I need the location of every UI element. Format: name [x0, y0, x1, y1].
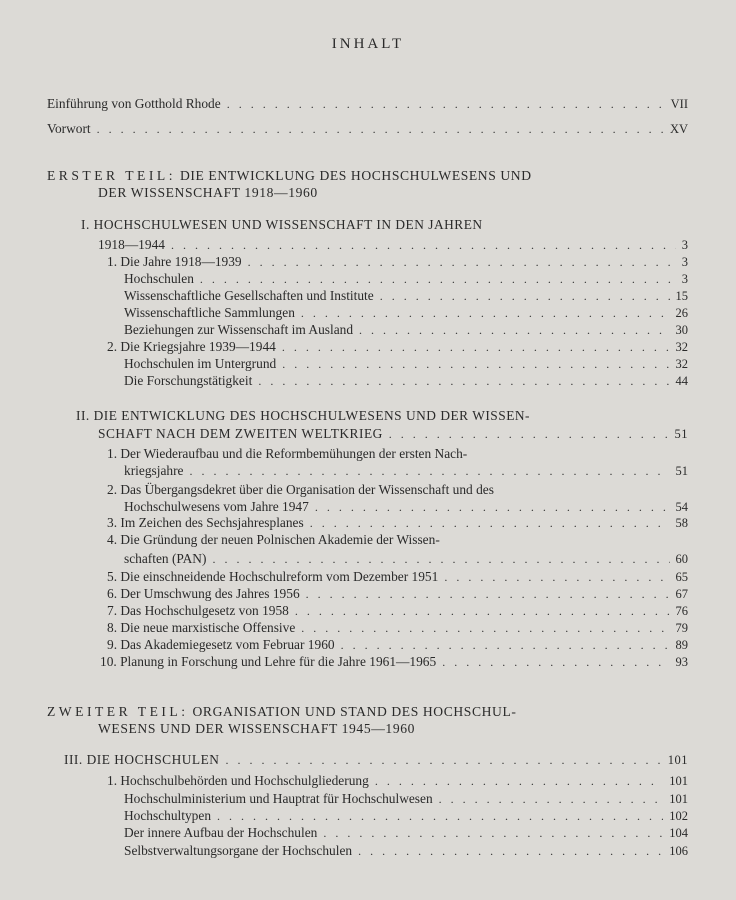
toc-entry — [107, 569, 688, 585]
entry-title: Einführung von Gotthold Rhode — [47, 96, 221, 111]
toc-entry-line2 — [124, 463, 688, 479]
toc-entry — [124, 305, 688, 321]
entry-page: 93 — [675, 655, 688, 669]
part-two-heading — [47, 703, 516, 720]
chapter-title-line1: HOCHSCHULWESEN UND WISSENSCHAFT IN DEN JAHREN — [93, 217, 483, 232]
entry-title: Wissenschaftliche Sammlungen — [124, 305, 295, 320]
entry-title: 1. Hochschulbehörden und Hochschulgliederung — [107, 773, 369, 788]
entry-page: 3 — [681, 272, 688, 286]
entry-title: Vorwort — [47, 121, 91, 136]
toc-entry — [107, 773, 688, 789]
entry-page: 106 — [669, 844, 688, 858]
entry-title: schaften (PAN) — [124, 551, 207, 566]
leader-dots — [190, 463, 670, 479]
toc-entry — [124, 808, 688, 824]
entry-page: 102 — [669, 809, 688, 823]
entry-title: 5. Die einschneidende Hochschulreform vom Dezember 1951 — [107, 569, 439, 584]
entry-page: 104 — [669, 826, 688, 840]
chapter-title-line1: DIE ENTWICKLUNG DES HOCHSCHULWESENS UND DER WISSEN- — [93, 408, 531, 423]
leader-dots — [282, 339, 670, 355]
entry-title: Der innere Aufbau der Hochschulen — [124, 825, 318, 840]
toc-entry — [107, 637, 688, 653]
toc-entry-line1: 2. Das Übergangsdekret über die Organisation der Wissenschaft und des — [107, 482, 494, 497]
part-one-heading — [47, 167, 532, 184]
chapter-title-line2: SCHAFT NACH DEM ZWEITEN WELTKRIEG — [98, 426, 383, 441]
entry-page: 3 — [681, 238, 688, 252]
entry-page: 79 — [675, 621, 688, 635]
toc-entry — [124, 825, 688, 841]
page-heading: INHALT — [331, 36, 405, 52]
entry-page: XV — [669, 122, 688, 136]
chapter-two-heading — [76, 408, 530, 424]
entry-page: 67 — [675, 587, 688, 601]
leader-dots — [295, 603, 670, 619]
chapter-number: I. — [81, 217, 90, 232]
toc-entry-line2 — [124, 499, 688, 515]
leader-dots — [359, 322, 669, 338]
chapter-number: III. — [64, 752, 83, 767]
chapter-title — [64, 752, 219, 768]
toc-entry-line1: 4. Die Gründung der neuen Polnischen Akademie der Wissen- — [107, 532, 440, 547]
part-one-heading-line2: DER WISSENSCHAFT 1918—1960 — [98, 185, 318, 200]
entry-title: 7. Das Hochschulgesetz von 1958 — [107, 603, 289, 618]
chapter-one-heading-line2 — [98, 237, 688, 253]
entry-title: 3. Im Zeichen des Sechsjahresplanes — [107, 515, 304, 530]
entry-page: 60 — [675, 552, 688, 566]
entry-page: 30 — [675, 323, 688, 337]
entry-title: Hochschultypen — [124, 808, 212, 823]
leader-dots — [212, 551, 669, 567]
part-label: ERSTER TEIL: — [47, 168, 176, 183]
entry-title: Wissenschaftliche Gesellschaften und Institute — [124, 288, 374, 303]
entry-title: 9. Das Akademiegesetz vom Februar 1960 — [107, 637, 335, 652]
entry-page: 58 — [675, 516, 688, 530]
chapter-one-heading — [81, 217, 483, 233]
toc-entry — [124, 373, 688, 389]
leader-dots — [315, 499, 670, 515]
entry-title: 6. Der Umschwung des Jahres 1956 — [107, 586, 300, 601]
toc-entry — [107, 515, 688, 531]
toc-entry — [100, 654, 688, 670]
part-title-line1: ORGANISATION UND STAND DES HOCHSCHUL- — [192, 704, 517, 719]
entry-title: Selbstverwaltungsorgane der Hochschulen — [124, 843, 353, 858]
leader-dots — [442, 654, 669, 670]
toc-entry — [107, 603, 688, 619]
entry-title: 2. Die Kriegsjahre 1939—1944 — [107, 339, 276, 354]
entry-title: kriegsjahre — [124, 463, 184, 478]
entry-page: VII — [670, 97, 688, 111]
part-two-heading-line2: WESENS UND DER WISSENSCHAFT 1945—1960 — [98, 721, 416, 736]
leader-dots — [358, 843, 663, 859]
leader-dots — [258, 373, 669, 389]
toc-entry — [124, 791, 688, 807]
entry-page: 32 — [675, 357, 688, 371]
toc-entry — [107, 339, 688, 355]
toc-entry — [107, 620, 688, 636]
leader-dots — [375, 773, 663, 789]
leader-dots — [217, 808, 663, 824]
chapter-three-heading — [64, 752, 688, 768]
entry-page: 51 — [675, 464, 688, 478]
entry-title: Hochschulen — [124, 271, 194, 286]
entry-page: 51 — [674, 427, 688, 441]
entry-page: 76 — [675, 604, 688, 618]
leader-dots — [227, 96, 665, 112]
leader-dots — [97, 121, 664, 137]
leader-dots — [200, 271, 676, 287]
chapter-title-line2: 1918—1944 — [98, 237, 165, 252]
leader-dots — [301, 305, 670, 321]
entry-page: 101 — [667, 753, 688, 767]
leader-dots — [282, 356, 669, 372]
leader-dots — [171, 237, 676, 253]
toc-entry-line1: 1. Der Wiederaufbau und die Reformbemühungen der ersten Nach- — [107, 446, 468, 461]
leader-dots — [248, 254, 676, 270]
entry-page: 32 — [675, 340, 688, 354]
leader-dots — [439, 791, 664, 807]
leader-dots — [306, 586, 670, 602]
entry-page: 89 — [675, 638, 688, 652]
leader-dots — [301, 620, 669, 636]
part-label: ZWEITER TEIL: — [47, 704, 189, 719]
entry-page: 101 — [669, 774, 688, 788]
toc-entry-line2 — [124, 551, 688, 567]
entry-title: Hochschulministerium und Hauptrat für Hochschulwesen — [124, 791, 433, 806]
leader-dots — [225, 752, 661, 768]
toc-entry — [124, 288, 688, 304]
entry-title: Hochschulwesens vom Jahre 1947 — [124, 499, 309, 514]
toc-entry — [124, 356, 688, 372]
toc-entry — [124, 322, 688, 338]
leader-dots — [444, 569, 669, 585]
toc-entry — [107, 254, 688, 270]
toc-entry — [124, 843, 688, 859]
entry-title: 10. Planung in Forschung und Lehre für die Jahre 1961—1965 — [100, 654, 437, 669]
leader-dots — [380, 288, 670, 304]
entry-page: 3 — [681, 255, 688, 269]
entry-page: 26 — [675, 306, 688, 320]
entry-page: 65 — [675, 570, 688, 584]
toc-entry — [124, 271, 688, 287]
leader-dots — [341, 637, 670, 653]
entry-title: 8. Die neue marxistische Offensive — [107, 620, 296, 635]
leader-dots — [389, 426, 669, 442]
toc-entry — [107, 586, 688, 602]
entry-title: Hochschulen im Untergrund — [124, 356, 277, 371]
entry-page: 101 — [669, 792, 688, 806]
entry-title: Beziehungen zur Wissenschaft im Ausland — [124, 322, 354, 337]
toc-entry-introduction — [47, 96, 688, 112]
entry-page: 54 — [675, 500, 688, 514]
leader-dots — [310, 515, 670, 531]
entry-page: 44 — [675, 374, 688, 388]
chapter-number: II. — [76, 408, 90, 423]
entry-title: 1. Die Jahre 1918—1939 — [107, 254, 242, 269]
entry-title: Die Forschungstätigkeit — [124, 373, 253, 388]
chapter-title-text: DIE HOCHSCHULEN — [86, 752, 220, 767]
entry-page: 15 — [675, 289, 688, 303]
chapter-two-heading-line2 — [98, 426, 688, 442]
toc-entry-preface — [47, 121, 688, 137]
part-title-line1: DIE ENTWICKLUNG DES HOCHSCHULWESENS UND — [179, 168, 532, 183]
leader-dots — [323, 825, 663, 841]
